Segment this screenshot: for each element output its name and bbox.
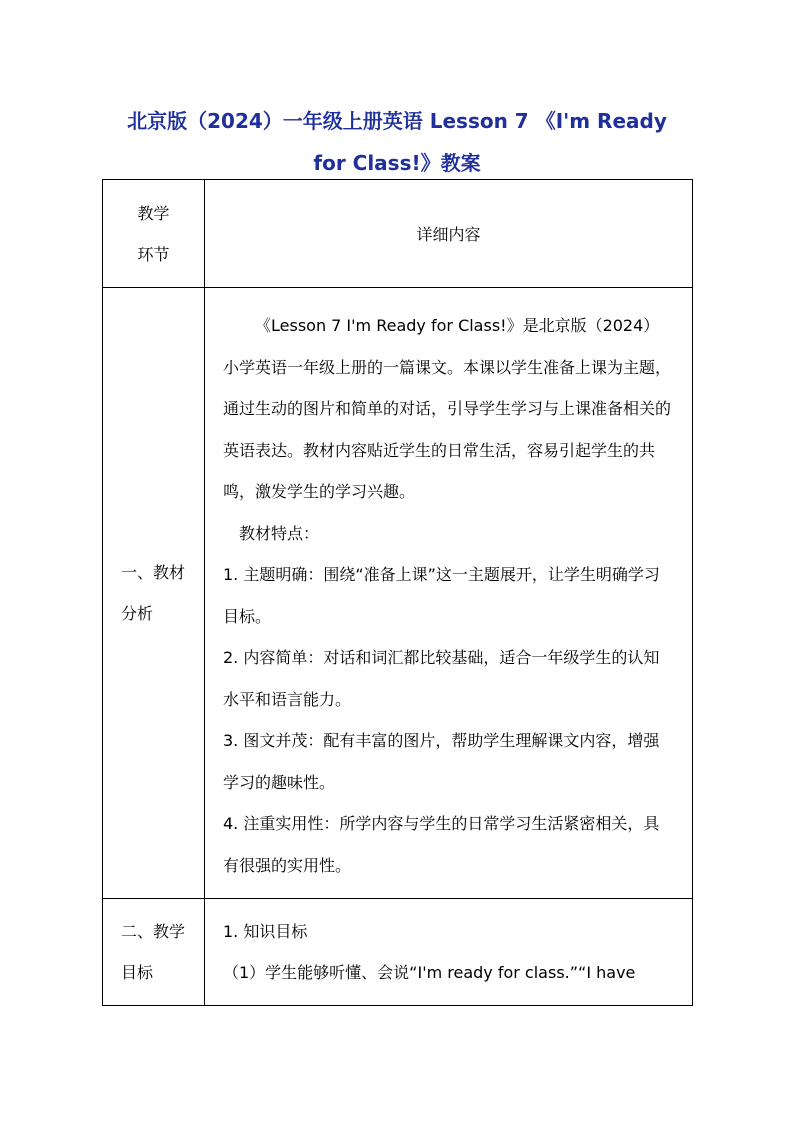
lesson-plan-table bbox=[102, 179, 693, 1006]
title-line-2: for Class!》教案 bbox=[313, 151, 481, 175]
header-cell-details: 详细内容 bbox=[205, 180, 693, 288]
goal-knowledge-heading: 1. 知识目标 bbox=[223, 922, 308, 941]
header-stage-line-2: 环节 bbox=[137, 244, 170, 264]
section-2-label-line-1: 二、教学 bbox=[121, 922, 186, 941]
table-row bbox=[103, 288, 693, 899]
header-cell-stage bbox=[103, 180, 205, 288]
section-2-content-cell bbox=[205, 899, 693, 1006]
section-2-label-cell bbox=[103, 899, 205, 1006]
table-row bbox=[103, 899, 693, 1006]
document-title bbox=[100, 100, 694, 184]
feature-item-1: 1. 主题明确：围绕“准备上课”这一主题展开，让学生明确学习目标。 bbox=[223, 565, 660, 626]
header-stage-line-1: 教学 bbox=[137, 203, 170, 223]
table-header-row bbox=[103, 180, 693, 288]
section-1-features-title: 教材特点： bbox=[239, 523, 320, 543]
feature-item-4: 4. 注重实用性：所学内容与学生的日常学习生活紧密相关，具有很强的实用性。 bbox=[223, 814, 660, 875]
section-2-label-line-2: 目标 bbox=[121, 963, 154, 982]
feature-item-2: 2. 内容简单：对话和词汇都比较基础，适合一年级学生的认知水平和语言能力。 bbox=[223, 648, 660, 709]
section-1-content-cell bbox=[205, 288, 693, 899]
section-2-content bbox=[205, 899, 692, 993]
header-stage-label bbox=[103, 193, 204, 275]
section-1-label bbox=[103, 552, 204, 634]
section-1-content bbox=[205, 288, 692, 898]
section-1-label-line-1: 一、教材 bbox=[121, 563, 186, 582]
feature-item-3: 3. 图文并茂：配有丰富的图片，帮助学生理解课文内容，增强学习的趣味性。 bbox=[223, 731, 660, 792]
goal-knowledge-item-1: （1）学生能够听懂、会说“I'm ready for class.”“I have bbox=[223, 963, 636, 982]
section-2-label bbox=[103, 899, 204, 993]
title-line-1: 北京版（2024）一年级上册英语 Lesson 7 《I'm Ready bbox=[127, 109, 667, 133]
section-1-intro: 《Lesson 7 I'm Ready for Class!》是北京版（2024）小学英语一年级上册的一篇课文。本课以学生准备上课为主题，通过生动的图片和简单的对话，引导学生学习与上课准备相关的英语表达。教材内容贴近学生的日常生活，容易引起学生的共鸣，激发学生的学习兴趣。 bbox=[223, 316, 672, 501]
section-1-label-line-2: 分析 bbox=[121, 604, 154, 623]
section-1-label-cell bbox=[103, 288, 205, 899]
